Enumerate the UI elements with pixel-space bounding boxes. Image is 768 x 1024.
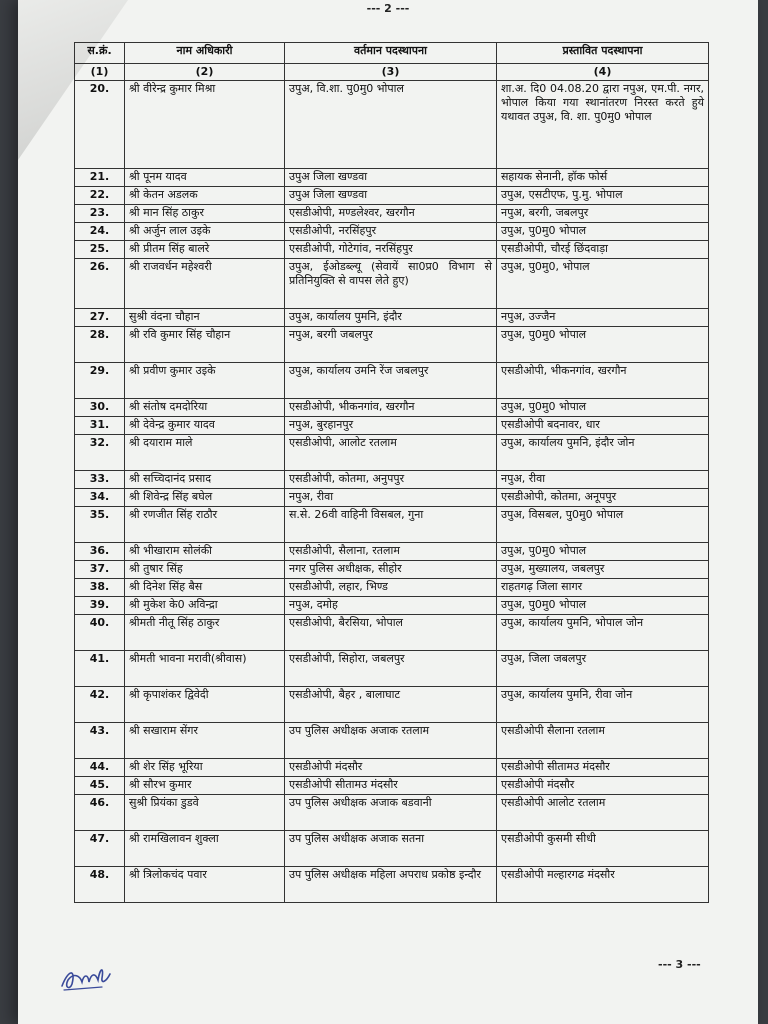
serial-number: 43. — [75, 723, 125, 759]
proposed-posting: एसडीओपी मल्हारगढ मंदसौर — [497, 867, 709, 903]
officer-name: श्री सच्चिदानंद प्रसाद — [125, 471, 285, 489]
table-row — [75, 579, 709, 597]
serial-number: 39. — [75, 597, 125, 615]
proposed-posting: उपुअ, पु0मु0, भोपाल — [497, 259, 709, 309]
current-posting: उपुअ, कार्यालय पुमनि, इंदौर — [285, 309, 497, 327]
officer-name: श्री केतन अडलक — [125, 187, 285, 205]
current-posting: उपुअ जिला खण्डवा — [285, 169, 497, 187]
current-posting: नगर पुलिस अधीक्षक, सीहोर — [285, 561, 497, 579]
column-number: (2) — [125, 64, 285, 81]
table-row — [75, 417, 709, 435]
officer-name: श्री सौरभ कुमार — [125, 777, 285, 795]
serial-number: 21. — [75, 169, 125, 187]
column-number: (3) — [285, 64, 497, 81]
table-row — [75, 223, 709, 241]
table-row — [75, 543, 709, 561]
proposed-posting: उपुअ, पु0मु0 भोपाल — [497, 399, 709, 417]
table-row — [75, 615, 709, 651]
serial-number: 36. — [75, 543, 125, 561]
current-posting: उपुअ जिला खण्डवा — [285, 187, 497, 205]
officer-name: श्री कृपाशंकर द्विवेदी — [125, 687, 285, 723]
proposed-posting: नपुअ, उज्जैन — [497, 309, 709, 327]
officer-name: सुश्री वंदना चौहान — [125, 309, 285, 327]
officer-name: श्री दिनेश सिंह बैस — [125, 579, 285, 597]
serial-number: 33. — [75, 471, 125, 489]
officer-name: श्री त्रिलोकचंद पवार — [125, 867, 285, 903]
serial-number: 32. — [75, 435, 125, 471]
proposed-posting: एसडीओपी सीतामउ मंदसौर — [497, 759, 709, 777]
current-posting: उपुअ, ईओडब्ल्यू (सेवायें सा0प्र0 विभाग से प्रतिनियुक्ति से वापस लेते हुए) — [285, 259, 497, 309]
officer-name: श्री वीरेन्द्र कुमार मिश्रा — [125, 81, 285, 169]
table-row — [75, 309, 709, 327]
proposed-posting: उपुअ, पु0मु0 भोपाल — [497, 543, 709, 561]
current-posting: उप पुलिस अधीक्षक अजाक सतना — [285, 831, 497, 867]
signature — [58, 960, 113, 995]
current-posting: एसडीओपी, आलोट रतलाम — [285, 435, 497, 471]
officer-name: श्री शिवेन्द्र सिंह बघेल — [125, 489, 285, 507]
transfer-table — [74, 42, 709, 903]
current-posting: एसडीओपी, सैलाना, रतलाम — [285, 543, 497, 561]
proposed-posting: उपुअ, कार्यालय पुमनि, रीवा जोन — [497, 687, 709, 723]
officer-name: श्री रामखिलावन शुक्ला — [125, 831, 285, 867]
serial-number: 37. — [75, 561, 125, 579]
column-number: (4) — [497, 64, 709, 81]
table-row — [75, 867, 709, 903]
table-row — [75, 259, 709, 309]
proposed-posting: उपुअ, कार्यालय पुमनि, भोपाल जोन — [497, 615, 709, 651]
current-posting: एसडीओपी, नरसिंहपुर — [285, 223, 497, 241]
serial-number: 45. — [75, 777, 125, 795]
serial-number: 48. — [75, 867, 125, 903]
table-row — [75, 759, 709, 777]
current-posting: उप पुलिस अधीक्षक अजाक बडवानी — [285, 795, 497, 831]
proposed-posting: एसडीओपी मंदसौर — [497, 777, 709, 795]
column-number-row — [75, 64, 709, 81]
officer-name: श्रीमती नीतू सिंह ठाकुर — [125, 615, 285, 651]
header-officer-name: नाम अधिकारी — [125, 43, 285, 64]
current-posting: एसडीओपी, लहार, भिण्ड — [285, 579, 497, 597]
officer-name: श्री रवि कुमार सिंह चौहान — [125, 327, 285, 363]
current-posting: स.से. 26वी वाहिनी विसबल, गुना — [285, 507, 497, 543]
table-row — [75, 561, 709, 579]
table-row — [75, 651, 709, 687]
serial-number: 20. — [75, 81, 125, 169]
current-posting: एसडीओपी, बैरसिया, भोपाल — [285, 615, 497, 651]
document-page — [18, 0, 758, 1024]
proposed-posting: उपुअ, मुख्यालय, जबलपुर — [497, 561, 709, 579]
officer-name: श्री अर्जुन लाल उइके — [125, 223, 285, 241]
serial-number: 30. — [75, 399, 125, 417]
serial-number: 46. — [75, 795, 125, 831]
current-posting: नपुअ, बरगी जबलपुर — [285, 327, 497, 363]
serial-number: 47. — [75, 831, 125, 867]
table-row — [75, 723, 709, 759]
officer-name: श्री प्रीतम सिंह बालरे — [125, 241, 285, 259]
current-posting: एसडीओपी सीतामउ मंदसौर — [285, 777, 497, 795]
header-proposed-posting: प्रस्तावित पदस्थापना — [497, 43, 709, 64]
header-current-posting: वर्तमान पदस्थापना — [285, 43, 497, 64]
proposed-posting: राहतगढ़ जिला सागर — [497, 579, 709, 597]
serial-number: 24. — [75, 223, 125, 241]
current-posting: एसडीओपी, कोतमा, अनुपपुर — [285, 471, 497, 489]
header-serial: स.क्रं. — [75, 43, 125, 64]
page-number-bottom: --- 3 --- — [658, 958, 701, 971]
table-row — [75, 327, 709, 363]
current-posting: नपुअ, दमोह — [285, 597, 497, 615]
proposed-posting: उपुअ, विसबल, पु0मु0 भोपाल — [497, 507, 709, 543]
proposed-posting: एसडीओपी कुसमी सीधी — [497, 831, 709, 867]
proposed-posting: एसडीओपी बदनावर, धार — [497, 417, 709, 435]
table-row — [75, 169, 709, 187]
serial-number: 28. — [75, 327, 125, 363]
officer-name: श्री शेर सिंह भूरिया — [125, 759, 285, 777]
table-row — [75, 471, 709, 489]
table-row — [75, 205, 709, 223]
table-row — [75, 489, 709, 507]
table-row — [75, 399, 709, 417]
officer-name: श्री पूनम यादव — [125, 169, 285, 187]
officer-name: श्री तुषार सिंह — [125, 561, 285, 579]
serial-number: 38. — [75, 579, 125, 597]
proposed-posting: उपुअ, पु0मु0 भोपाल — [497, 597, 709, 615]
proposed-posting: नपुअ, रीवा — [497, 471, 709, 489]
serial-number: 31. — [75, 417, 125, 435]
serial-number: 29. — [75, 363, 125, 399]
serial-number: 26. — [75, 259, 125, 309]
current-posting: उपुअ, वि.शा. पु0मु0 भोपाल — [285, 81, 497, 169]
table-row — [75, 831, 709, 867]
proposed-posting: शा.अ. दि0 04.08.20 द्वारा नपुअ, एम.पी. नगर, भोपाल किया गया स्थानांतरण निरस्त करते हुये यथावत उपुअ, वि. शा. पु0मु0 भोपाल — [497, 81, 709, 169]
current-posting: एसडीओपी मंदसौर — [285, 759, 497, 777]
proposed-posting: एसडीओपी सैलाना रतलाम — [497, 723, 709, 759]
table-row — [75, 507, 709, 543]
proposed-posting: सहायक सेनानी, हॉक फोर्स — [497, 169, 709, 187]
table-row — [75, 795, 709, 831]
current-posting: एसडीओपी, मण्डलेश्वर, खरगौन — [285, 205, 497, 223]
table-row — [75, 777, 709, 795]
current-posting: उप पुलिस अधीक्षक महिला अपराध प्रकोष्ठ इन्दौर — [285, 867, 497, 903]
current-posting: उपुअ, कार्यालय उमनि रेंज जबलपुर — [285, 363, 497, 399]
officer-name: श्रीमती भावना मरावी(श्रीवास) — [125, 651, 285, 687]
officer-name: श्री प्रवीण कुमार उइके — [125, 363, 285, 399]
serial-number: 35. — [75, 507, 125, 543]
serial-number: 25. — [75, 241, 125, 259]
current-posting: एसडीओपी, गोटेगांव, नरसिंहपुर — [285, 241, 497, 259]
table-row — [75, 687, 709, 723]
column-number: (1) — [75, 64, 125, 81]
proposed-posting: नपुअ, बरगी, जबलपुर — [497, 205, 709, 223]
serial-number: 42. — [75, 687, 125, 723]
current-posting: एसडीओपी, बैहर , बालाघाट — [285, 687, 497, 723]
serial-number: 23. — [75, 205, 125, 223]
table-row — [75, 363, 709, 399]
serial-number: 34. — [75, 489, 125, 507]
table-header-row — [75, 43, 709, 64]
officer-name: श्री मान सिंह ठाकुर — [125, 205, 285, 223]
serial-number: 44. — [75, 759, 125, 777]
proposed-posting: उपुअ, पु0मु0 भोपाल — [497, 223, 709, 241]
serial-number: 40. — [75, 615, 125, 651]
page-number-top: --- 2 --- — [366, 2, 410, 15]
proposed-posting: उपुअ, जिला जबलपुर — [497, 651, 709, 687]
current-posting: नपुअ, रीवा — [285, 489, 497, 507]
proposed-posting: एसडीओपी, चौरई छिंदवाड़ा — [497, 241, 709, 259]
current-posting: एसडीओपी, भीकनगांव, खरगौन — [285, 399, 497, 417]
proposed-posting: उपुअ, पु0मु0 भोपाल — [497, 327, 709, 363]
table-row — [75, 597, 709, 615]
current-posting: एसडीओपी, सिहोरा, जबलपुर — [285, 651, 497, 687]
officer-name: श्री दयाराम माले — [125, 435, 285, 471]
table-row — [75, 81, 709, 169]
officer-name: श्री भीखाराम सोलंकी — [125, 543, 285, 561]
proposed-posting: एसडीओपी, कोतमा, अनूपपुर — [497, 489, 709, 507]
officer-name: श्री मुकेश के0 अविन्द्रा — [125, 597, 285, 615]
current-posting: नपुअ, बुरहानपुर — [285, 417, 497, 435]
officer-name: श्री देवेन्द्र कुमार यादव — [125, 417, 285, 435]
table-row — [75, 187, 709, 205]
current-posting: उप पुलिस अधीक्षक अजाक रतलाम — [285, 723, 497, 759]
table-row — [75, 435, 709, 471]
serial-number: 27. — [75, 309, 125, 327]
officer-name: श्री राजवर्धन महेश्वरी — [125, 259, 285, 309]
table-row — [75, 241, 709, 259]
proposed-posting: उपुअ, एसटीएफ, पु.मु. भोपाल — [497, 187, 709, 205]
officer-name: श्री रणजीत सिंह राठौर — [125, 507, 285, 543]
officer-name: सुश्री प्रियंका डुडवे — [125, 795, 285, 831]
serial-number: 22. — [75, 187, 125, 205]
proposed-posting: एसडीओपी आलोट रतलाम — [497, 795, 709, 831]
proposed-posting: उपुअ, कार्यालय पुमनि, इंदौर जोन — [497, 435, 709, 471]
proposed-posting: एसडीओपी, भीकनगांव, खरगौन — [497, 363, 709, 399]
serial-number: 41. — [75, 651, 125, 687]
officer-name: श्री संतोष दमदोरिया — [125, 399, 285, 417]
officer-name: श्री सखाराम सेंगर — [125, 723, 285, 759]
